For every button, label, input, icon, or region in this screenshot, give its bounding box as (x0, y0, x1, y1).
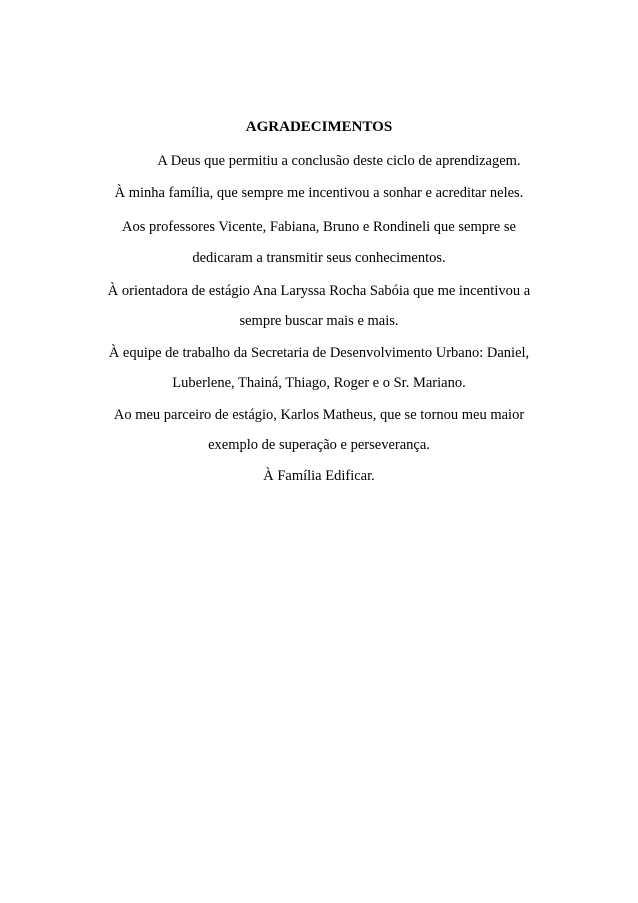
acknowledgment-line-team: À equipe de trabalho da Secretaria de Desenvolvimento Urbano: Daniel, (108, 345, 530, 361)
acknowledgment-line-advisor: À orientadora de estágio Ana Laryssa Rocha Sabóia que me incentivou a (107, 283, 531, 299)
acknowledgment-line-partner-cont: exemplo de superação e perseverança. (208, 437, 430, 453)
acknowledgment-line-professors: Aos professores Vicente, Fabiana, Bruno e Rondineli que sempre se (122, 219, 516, 235)
page-title: AGRADECIMENTOS (245, 119, 393, 135)
acknowledgment-line-god: A Deus que permitiu a conclusão deste ciclo de aprendizagem. (157, 153, 521, 169)
acknowledgment-line-edificar: À Família Edificar. (263, 468, 375, 484)
acknowledgment-line-professors-cont: dedicaram a transmitir seus conhecimentos. (192, 250, 446, 266)
acknowledgment-line-team-cont: Luberlene, Thainá, Thiago, Roger e o Sr. Mariano. (172, 375, 466, 391)
acknowledgment-line-advisor-cont: sempre buscar mais e mais. (239, 313, 399, 329)
acknowledgment-line-partner: Ao meu parceiro de estágio, Karlos Matheus, que se tornou meu maior (113, 407, 525, 423)
acknowledgment-line-family: À minha família, que sempre me incentivou a sonhar e acreditar neles. (114, 185, 524, 201)
